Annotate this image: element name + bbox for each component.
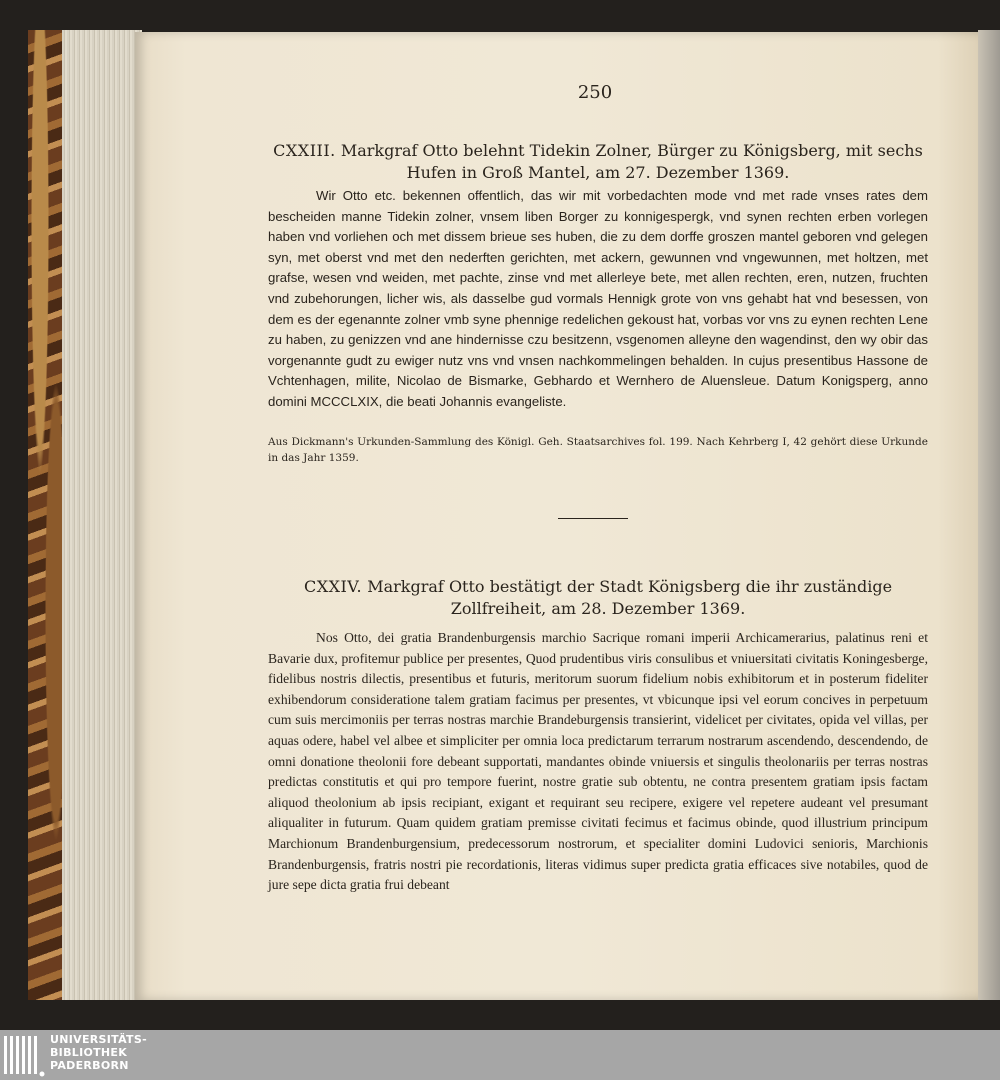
source-note: Aus Dickmann's Urkunden-Sammlung des Königl. Geh. Staatsarchives fol. 199. Nach Kehrberg I, 42 gehört diese Urkunde in das Jahr 1359.	[268, 436, 928, 464]
document-title: Markgraf Otto bestätigt der Stadt Königsberg die ihr zuständige Zollfreiheit, am 28. Dezember 1369.	[367, 577, 893, 618]
section-divider	[558, 518, 628, 519]
document-body: Wir Otto etc. bekennen offentlich, das wir mit vorbedachten mode vnd met rade vnses rates dem bescheiden manne Tidekin zolner, vnsem liben Borger zu konnigespergk, vnd synen rechten erben vorlegen haben vnd vorliehen och met dissem brieue ses huben, die zu dem dorffe groszen mantel geboren vnd gelegen syn, met oberst vnd met den nederften gerichten, met ackern, gewunnen vnd vngewunnen, met holtzen, met grafse, wesen vnd weiden, met pachte, zinse vnd met allerleye bete, met allen rechten, eren, nutzen, fruchten vnd zubehorungen, licher wis, als dasselbe gud vormals Hennigk grote von vns gehabt hat vnd besessen, von dem es der egenannte zolner vmb syne phennige redelichen gekoust hat, vorbas vor vns zu eynen rechten Lene zu haben, zu genizzen vnd ane hindernisse czu besitzenn, vsgenomen alleyne den wagendinst, den wy obir das vorgenannte gudt zu ewiger nutz vns vnd vnsen nachkommelingen behalden. In cujus presentibus Hassone de Vchtenhagen, milite, Nicolao de Bismarke, Gebhardo et Wernhero de Aluensleue. Datum Konigsperg, anno domini MCCCLXIX, die beati Johannis evangeliste.	[268, 188, 928, 409]
page-edges	[62, 30, 142, 1000]
library-name-line: BIBLIOTHEK	[50, 1046, 128, 1059]
document-title: Markgraf Otto belehnt Tidekin Zolner, Bürger zu Königsberg, mit sechs Hufen in Groß Mantel, am 27. Dezember 1369.	[340, 141, 923, 182]
library-logo-icon	[0, 1030, 46, 1080]
document-number: CXXIII.	[273, 141, 336, 160]
library-name-line: UNIVERSITÄTS-	[50, 1033, 147, 1046]
document-heading	[268, 140, 928, 184]
facing-page-edge	[978, 30, 1000, 1000]
document-heading	[268, 576, 928, 620]
library-name-line: PADERBORN	[50, 1059, 129, 1072]
document-number: CXXIV.	[303, 577, 363, 596]
page-number: 250	[577, 82, 613, 103]
library-footer-bar	[0, 1030, 1000, 1080]
document-body: Nos Otto, dei gratia Brandenburgensis marchio Sacrique romani imperii Archicamerarius, palatinus reni et Bavarie dux, profitemur publice per presentes, Quod prudentibus viris consulibus et vniuersitati civitatis Koningesberge, fidelibus nostris dilectis, presentibus et futuris, meritorum suorum fidelium nobis exhibitorum et in posterum fideliter exhibendorum considerationе talem gratiam facimus per presentes, vt vbicunque ipsi vel eorum concives in perpetuum cum suis mercimoniis per terras nostras marchie Brandeburgensis transierint, videlicet per civitates, opida vel villas, per aquas odere, habel vel albee et simpliciter per omnia loca predictarum terrarum nostrarum ascendendo, descendendo, de omni donatione theolonii fore debeant supportati, mandantes obinde vniuersis et singulis theolonariis per terras nostras predictas constitutis et qui pro tempore fuerint, nostre gratie sub obtentu, ne contra presentem gratiam ipsis factam aliquod theolonium ab ipsis recipiant, exigant et requirant seu recipere, exigere vel repetere audeant vel presumant aliqualiter in futurum. Quam quidem gratiam premisse civitati fecimus et facimus obinde, quod illustrium principum Marchionum Brandenburgensium, predecessorum nostrorum, et specialiter domini Ludovici senioris, Marchionis Brandenburgensis, fratris nostri pie recordationis, literas vidimus super predicta gratia efficaces sive notabiles, quod de jure sepe dicta gratia frui debeant	[268, 630, 928, 893]
